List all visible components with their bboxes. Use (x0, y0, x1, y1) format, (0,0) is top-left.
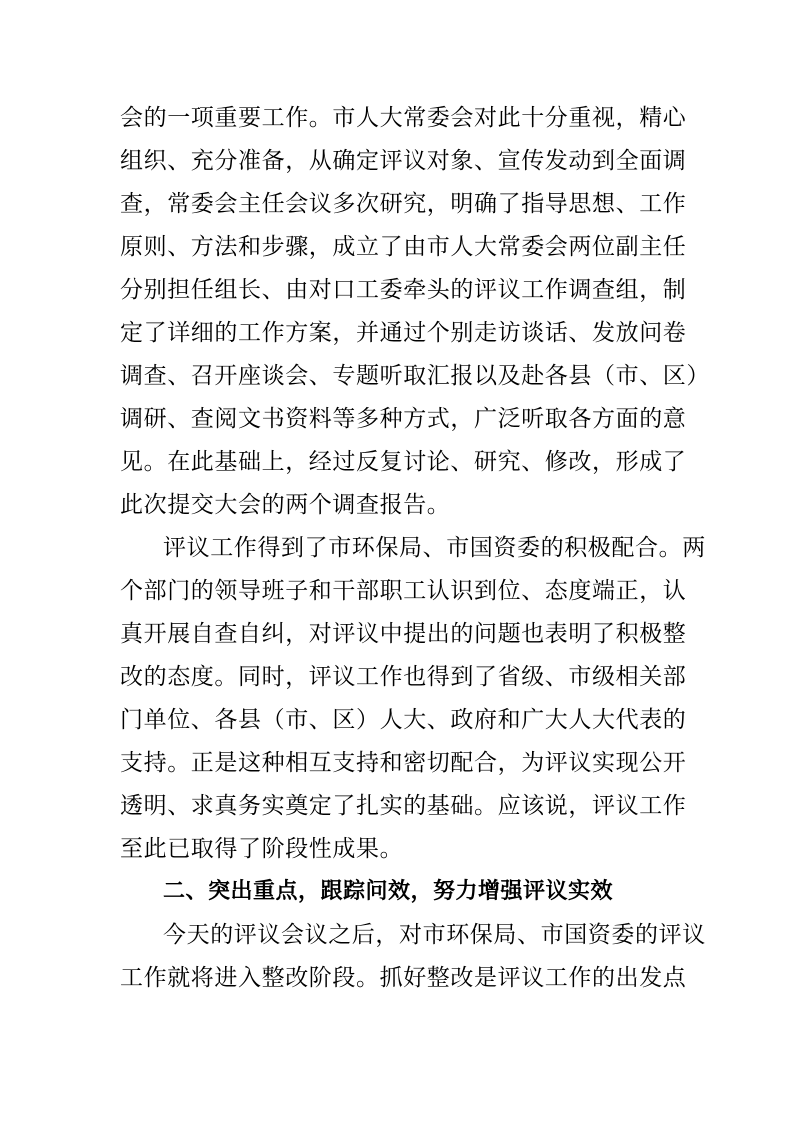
paragraph-1-line-9: 见。在此基础上，经过反复讨论、研究、修改，形成了 (120, 449, 687, 475)
paragraph-2-line-8: 至此已取得了阶段性成果。 (120, 836, 404, 862)
paragraph-3-line-2: 工作就将进入整改阶段。抓好整改是评议工作的出发点 (120, 965, 687, 991)
paragraph-2-line-3: 真开展自查自纠，对评议中提出的问题也表明了积极整 (120, 621, 687, 647)
paragraph-2-line-4: 改的态度。同时，评议工作也得到了省级、市级相关部 (120, 664, 687, 690)
paragraph-1-line-2: 组织、充分准备，从确定评议对象、宣传发动到全面调 (120, 148, 687, 174)
paragraph-2-line-2: 个部门的领导班子和干部职工认识到位、态度端正，认 (120, 578, 687, 604)
paragraph-1-line-10: 此次提交大会的两个调查报告。 (120, 492, 451, 518)
section-heading: 二、突出重点，跟踪问效，努力增强评议实效 (163, 879, 614, 904)
paragraph-2-line-7: 透明、求真务实奠定了扎实的基础。应该说，评议工作 (120, 793, 687, 819)
paragraph-1-line-8: 调研、查阅文书资料等多种方式，广泛听取各方面的意 (120, 406, 687, 432)
paragraph-1-line-6: 定了详细的工作方案，并通过个别走访谈话、发放问卷 (120, 320, 687, 346)
paragraph-2-line-5: 门单位、各县（市、区）人大、政府和广大人大代表的 (120, 707, 687, 733)
paragraph-2-line-6: 支持。正是这种相互支持和密切配合，为评议实现公开 (120, 750, 687, 776)
paragraph-1-line-5: 分别担任组长、由对口工委牵头的评议工作调查组，制 (120, 277, 687, 303)
paragraph-2-line-1: 评议工作得到了市环保局、市国资委的积极配合。两 (163, 535, 706, 561)
paragraph-3-line-1: 今天的评议会议之后，对市环保局、市国资委的评议 (163, 922, 706, 948)
paragraph-1-line-1: 会的一项重要工作。市人大常委会对此十分重视，精心 (120, 105, 687, 131)
paragraph-1-line-4: 原则、方法和步骤，成立了由市人大常委会两位副主任 (120, 234, 687, 260)
paragraph-1-line-7: 调查、召开座谈会、专题听取汇报以及赴各县（市、区） (120, 363, 710, 389)
paragraph-1-line-3: 查，常委会主任会议多次研究，明确了指导思想、工作 (120, 191, 687, 217)
